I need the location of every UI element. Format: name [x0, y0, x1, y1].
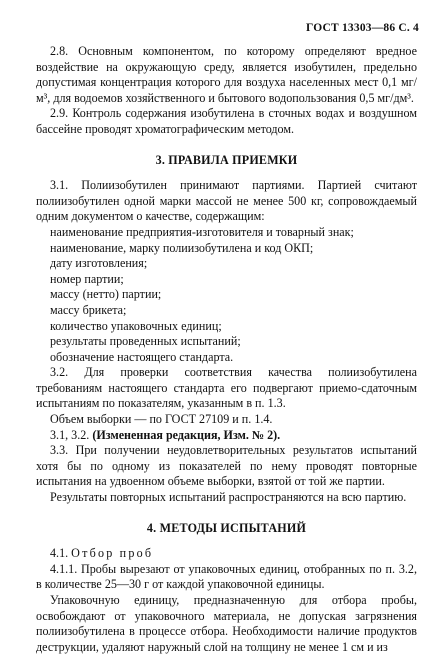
document-body — [36, 44, 417, 655]
paragraph-edit-note — [36, 428, 417, 444]
subsection-number: 4.1. — [50, 546, 72, 561]
edit-note-prefix: 3.1, 3.2. — [50, 427, 93, 442]
paragraph-3-1: 3.1. Полиизобутилен принимают партиями. Партией считают полиизобутилен одной марки массой не менее 500 кг, сопровождаемый одним документом о качестве, содержащим: — [36, 178, 417, 224]
list-item: обозначение настоящего стандарта. — [50, 349, 234, 364]
page-header: ГОСТ 13303—86 С. 4 — [306, 22, 419, 34]
paragraph-4-1-1: 4.1.1. Пробы вырезают от упаковочных единиц, отобранных по п. 3.2, в количестве 25—30 г от каждой упаковочной единицы. — [36, 561, 417, 592]
list-item: наименование, марку полиизобутилена и код ОКП; — [50, 240, 314, 255]
list-item: наименование предприятия-изготовителя и товарный знак; — [50, 224, 354, 239]
paragraph-sample-volume: Объем выборки — по ГОСТ 27109 и п. 1.4. — [50, 412, 273, 427]
edit-note-bold: (Измененная редакция, Изм. № 2). — [92, 427, 281, 442]
paragraph-3-2: 3.2. Для проверки соответствия качества полиизобутилена требованиям настоящего стандарта его подвергают приемо-сдаточным испытаниям по показателям, указанным в п. 1.3. — [36, 365, 417, 411]
paragraph-packaging: Упаковочную единицу, предназначенную для отбора пробы, освобождают от упаковочного материала, не допуская загрязнения полиизобутилена в процессе отбора. Необходимости наличие продуктов деструкции, удаляют наружный слой на толщину не менее 1 см и из — [36, 593, 417, 654]
list-item: массу (нетто) партии; — [50, 287, 162, 302]
list-item: массу брикета; — [50, 302, 127, 317]
quality-document-list — [36, 225, 417, 365]
section-3-title: 3. ПРАВИЛА ПРИЕМКИ — [155, 152, 298, 167]
paragraph-2-9: 2.9. Контроль содержания изобутилена в сточных водах и воздушном бассейне проводят хроматографическим методом. — [36, 106, 417, 136]
paragraph-repeat-results: Результаты повторных испытаний распространяются на всю партию. — [50, 490, 407, 505]
subsection-title: Отбор проб — [71, 546, 154, 561]
section-4-title: 4. МЕТОДЫ ИСПЫТАНИЙ — [146, 520, 307, 535]
list-item: дату изготовления; — [50, 256, 148, 271]
list-item: номер партии; — [50, 271, 124, 286]
paragraph-4-1 — [36, 546, 417, 562]
paragraph-2-8: 2.8. Основным компонентом, по которому определяют вредное воздействие на окружающую среду, является изобутилен, предельно допустимая концентрация которого для воздуха населенных мест 0,1 мг/м³, для водоемов хозяйственного и бытового водопользования 0,5 мг/дм³. — [36, 44, 417, 105]
list-item: результаты проведенных испытаний; — [50, 334, 241, 349]
paragraph-3-3: 3.3. При получении неудовлетворительных результатов испытаний хотя бы по одному из показателей по нему проводят повторные испытания на удвоенном объеме выборки, взятой от той же партии. — [36, 443, 417, 489]
list-item: количество упаковочных единиц; — [50, 318, 222, 333]
